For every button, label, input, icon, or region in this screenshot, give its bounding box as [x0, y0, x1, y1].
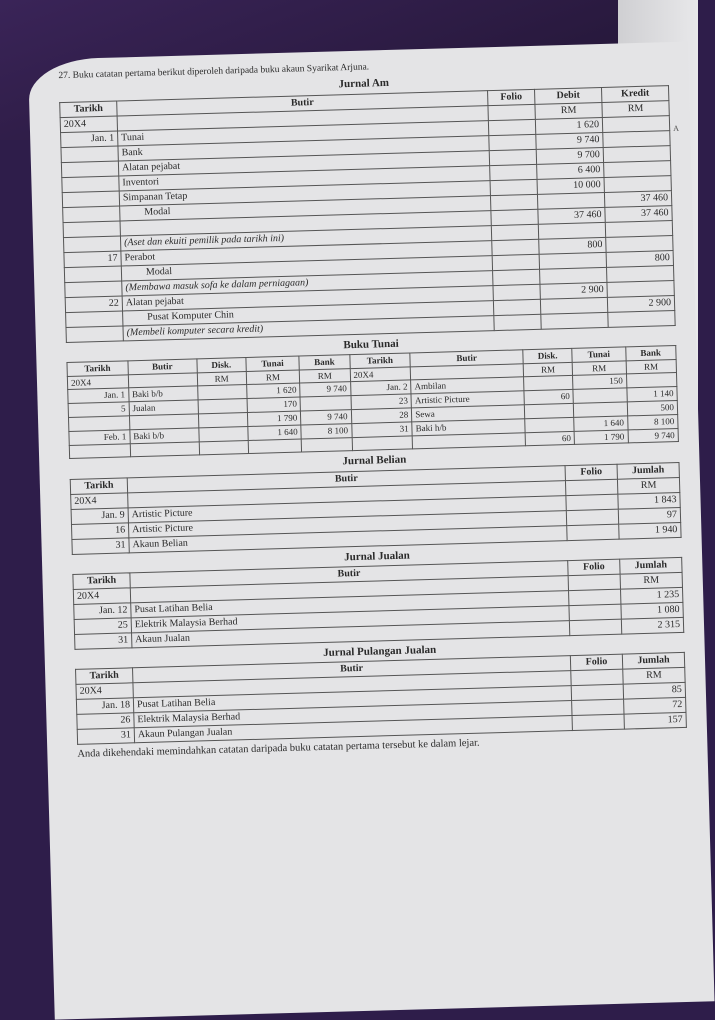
buku-tunai-table: [66, 345, 678, 460]
col-butir: Butir: [133, 655, 571, 682]
date-cell: [63, 221, 120, 238]
unit-cell: RM: [620, 572, 682, 589]
debit-cell: 9 740: [536, 132, 603, 149]
desc-cell: Elektrik Malaysia Berhad: [134, 700, 572, 727]
year-cell: 20X4: [350, 367, 411, 382]
col-folio: Folio: [568, 559, 620, 575]
year-cell: 20X4: [76, 683, 133, 700]
desc-cell: Inventori: [119, 165, 490, 190]
unit-cell: RM: [246, 370, 300, 385]
date-cell: [65, 281, 122, 298]
col-tunai: Tunai: [246, 356, 300, 371]
debit-bank-cell: [301, 437, 352, 452]
jurnal-pulangan-table: [75, 652, 687, 745]
col-jumlah: Jumlah: [622, 652, 684, 669]
date-cell: Jan. 18: [76, 698, 133, 715]
debit-desc-cell: [130, 441, 199, 457]
col-butir: Butir: [117, 90, 488, 115]
jurnal-am-title: Jurnal Am: [338, 77, 390, 91]
col-tarikh: Tarikh: [67, 361, 128, 376]
col-butir: Butir: [130, 560, 568, 587]
debit-tunai-cell: 1 620: [246, 383, 300, 398]
debit-tunai-cell: [248, 439, 302, 454]
col-tunai: Tunai: [572, 347, 626, 362]
unit-cell: RM: [602, 100, 669, 117]
debit-tunai-cell: 170: [247, 397, 301, 412]
credit-tunai-cell: 1 790: [574, 429, 628, 444]
instruction-text: Anda dikehendaki memindahkan catatan daripada buku catatan pertama tersebut ke dalam lejar.: [77, 737, 480, 760]
amount-cell: 1 843: [618, 492, 680, 509]
credit-disk-cell: [524, 376, 573, 391]
amount-cell: 157: [624, 712, 686, 729]
debit-cell: 2 900: [540, 282, 607, 299]
amount-cell: 1 940: [619, 522, 681, 539]
corner-mark: A: [673, 123, 680, 134]
date-cell: 31: [75, 633, 132, 650]
folio-cell: [567, 524, 619, 540]
debit-cell: [541, 312, 608, 329]
desc-cell: Akaun Belian: [129, 525, 567, 552]
year-cell: 20X4: [67, 374, 128, 389]
debit-desc-cell: Baki b/b: [130, 428, 199, 444]
unit-cell: RM: [197, 371, 246, 386]
credit-bank-cell: 500: [627, 400, 678, 415]
debit-disk-cell: [197, 385, 246, 400]
debit-date-cell: 5: [68, 402, 129, 417]
folio-cell: [489, 134, 536, 150]
folio-cell: [490, 164, 537, 180]
debit-date-cell: Feb. 1: [69, 430, 130, 445]
debit-date-cell: Jan. 1: [68, 388, 129, 403]
col-debit: Debit: [535, 87, 602, 104]
desc-cell: Modal: [121, 255, 492, 280]
col-disk: Disk.: [523, 348, 572, 363]
date-cell: Jan. 9: [71, 507, 128, 524]
desc-cell: Artistic Picture: [128, 495, 566, 522]
credit-disk-cell: [525, 403, 574, 418]
debit-disk-cell: [199, 426, 248, 441]
debit-tunai-cell: 1 640: [248, 425, 302, 440]
credit-cell: 800: [606, 250, 673, 267]
date-cell: 31: [72, 537, 129, 554]
folio-cell: [490, 179, 537, 195]
date-cell: [63, 206, 120, 223]
folio-cell: [488, 119, 535, 135]
credit-tunai-cell: [573, 402, 627, 417]
date-cell: 17: [64, 251, 121, 268]
credit-tunai-cell: [573, 388, 627, 403]
folio-cell: [493, 299, 540, 315]
buku-tunai-title: Buku Tunai: [343, 337, 399, 351]
credit-bank-cell: [626, 373, 677, 388]
amount-cell: 2 315: [621, 617, 683, 634]
col-jumlah: Jumlah: [620, 557, 682, 574]
credit-date-cell: 23: [351, 394, 412, 409]
jurnal-pulangan-title: Jurnal Pulangan Jualan: [322, 643, 437, 659]
unit-cell: RM: [617, 477, 679, 494]
debit-cell: 9 700: [536, 147, 603, 164]
col-butir: Butir: [410, 350, 523, 367]
amount-cell: 1 080: [621, 602, 683, 619]
date-cell: 26: [77, 713, 134, 730]
debit-disk-cell: [199, 440, 248, 455]
folio-cell: [566, 509, 618, 525]
year-cell: 20X4: [60, 116, 117, 133]
desc-cell: Pusat Latihan Belia: [133, 685, 571, 712]
credit-desc-cell: Baki h/b: [412, 419, 525, 436]
col-jumlah: Jumlah: [617, 462, 679, 479]
credit-bank-cell: 1 140: [626, 387, 677, 402]
folio-cell: [571, 684, 623, 700]
col-tarikh: Tarikh: [70, 477, 127, 494]
date-cell: [61, 146, 118, 163]
debit-cell: 6 400: [537, 162, 604, 179]
year-cell: 20X4: [73, 588, 130, 605]
col-disk: Disk.: [197, 357, 246, 372]
credit-bank-cell: 8 100: [627, 414, 678, 429]
date-cell: [61, 161, 118, 178]
jurnal-jualan-table: [72, 557, 684, 650]
col-folio: Folio: [488, 89, 535, 105]
date-cell: [62, 191, 119, 208]
amount-cell: 85: [623, 682, 685, 699]
credit-cell: 2 900: [607, 295, 674, 312]
jurnal-belian-table: [70, 461, 682, 554]
amount-cell: 72: [624, 697, 686, 714]
credit-date-cell: 28: [351, 408, 412, 423]
col-tarikh: Tarikh: [76, 668, 133, 685]
unit-cell: RM: [572, 360, 626, 375]
folio-cell: [572, 714, 624, 730]
col-bank: Bank: [299, 354, 350, 369]
question-intro: 27. Buku catatan pertama berikut diperoleh daripada buku akaun Syarikat Arjuna.: [58, 62, 370, 82]
desc-cell: Akaun Pulangan Jualan: [134, 715, 572, 742]
jurnal-belian-title: Jurnal Belian: [342, 453, 407, 468]
debit-bank-cell: 9 740: [301, 410, 352, 425]
date-cell: Jan. 1: [61, 131, 118, 148]
col-folio: Folio: [570, 654, 622, 670]
credit-disk-cell: [525, 417, 574, 432]
jurnal-jualan-title: Jurnal Jualan: [343, 549, 410, 563]
date-cell: 16: [71, 522, 128, 539]
desc-cell: Pusat Latihan Belia: [131, 590, 569, 617]
page-content: [58, 54, 687, 772]
col-tarikh: Tarikh: [349, 353, 410, 368]
date-cell: [64, 266, 121, 283]
debit-cell: 37 460: [538, 207, 605, 224]
col-kredit: Kredit: [601, 85, 668, 102]
col-tarikh: Tarikh: [60, 101, 117, 118]
debit-desc-cell: Jualan: [129, 400, 198, 416]
debit-bank-cell: [300, 396, 351, 411]
folio-cell: [566, 494, 618, 510]
desc-cell: Pusat Komputer Chin: [123, 300, 494, 325]
desc-cell: Alatan pejabat: [122, 285, 493, 310]
credit-disk-cell: 60: [524, 390, 573, 405]
debit-cell: 10 000: [537, 177, 604, 194]
col-bank: Bank: [625, 345, 676, 360]
unit-cell: RM: [626, 359, 677, 374]
date-cell: [66, 326, 123, 343]
desc-cell: Bank: [118, 135, 489, 160]
folio-cell: [491, 209, 538, 225]
unit-cell: RM: [523, 362, 572, 377]
desc-cell: Perabot: [121, 240, 492, 265]
credit-bank-cell: 9 740: [628, 428, 679, 443]
credit-desc-cell: Ambilan: [411, 377, 524, 394]
amount-cell: 97: [618, 507, 680, 524]
desc-cell: Elektrik Malaysia Berhad: [131, 605, 569, 632]
desc-cell: Akaun Jualan: [132, 620, 570, 647]
date-cell: [63, 236, 120, 253]
credit-cell: 37 460: [604, 190, 671, 207]
col-butir: Butir: [128, 359, 197, 375]
desc-cell: (Membeli komputer secara kredit): [123, 315, 494, 340]
debit-date-cell: [69, 443, 130, 458]
book-page: [28, 42, 715, 1020]
folio-cell: [569, 604, 621, 620]
desc-cell: Artistic Picture: [128, 510, 566, 537]
folio-cell: [493, 269, 540, 285]
folio-cell: [569, 589, 621, 605]
credit-cell: 37 460: [605, 205, 672, 222]
folio-cell: [494, 314, 541, 330]
col-folio: Folio: [565, 464, 617, 480]
col-butir: Butir: [127, 465, 565, 492]
credit-desc-cell: Sewa: [412, 405, 525, 422]
folio-cell: [493, 284, 540, 300]
date-cell: 25: [74, 618, 131, 635]
debit-tunai-cell: 1 790: [247, 411, 301, 426]
credit-cell: [608, 310, 675, 327]
unit-cell: RM: [623, 667, 685, 684]
date-cell: [66, 311, 123, 328]
desc-cell: Tunai: [118, 120, 489, 145]
unit-cell: RM: [535, 102, 602, 119]
debit-cell: 800: [539, 237, 606, 254]
date-cell: 22: [65, 296, 122, 313]
folio-cell: [569, 619, 621, 635]
desc-cell: (Membawa masuk sofa ke dalam perniagaan): [122, 270, 493, 295]
unit-cell: RM: [299, 368, 350, 383]
debit-disk-cell: [198, 412, 247, 427]
folio-cell: [492, 239, 539, 255]
credit-date-cell: [352, 435, 413, 450]
debit-bank-cell: 9 740: [300, 382, 351, 397]
credit-disk-cell: 60: [525, 431, 574, 446]
col-tarikh: Tarikh: [73, 573, 130, 590]
year-cell: 20X4: [71, 492, 128, 509]
credit-date-cell: 31: [351, 422, 412, 437]
credit-tunai-cell: 150: [573, 374, 627, 389]
debit-desc-cell: Baki b/b: [128, 386, 197, 402]
debit-bank-cell: 8 100: [301, 423, 352, 438]
desc-cell: Modal: [120, 195, 491, 220]
desc-cell: (Aset dan ekuiti pemilik pada tarikh ini): [120, 225, 491, 250]
debit-cell: 1 620: [535, 117, 602, 134]
credit-desc-cell: Artistic Picture: [411, 391, 524, 408]
debit-disk-cell: [198, 399, 247, 414]
desc-cell: Simpanan Tetap: [119, 180, 490, 205]
folio-cell: [491, 224, 538, 240]
date-cell: [62, 176, 119, 193]
folio-cell: [490, 194, 537, 210]
jurnal-am-table: [59, 85, 675, 343]
folio-cell: [489, 149, 536, 165]
desc-cell: Alatan pejabat: [118, 150, 489, 175]
folio-cell: [572, 699, 624, 715]
folio-cell: [492, 254, 539, 270]
date-cell: Jan. 12: [74, 603, 131, 620]
credit-desc-cell: [412, 432, 525, 449]
credit-date-cell: Jan. 2: [350, 380, 411, 395]
date-cell: 31: [77, 728, 134, 745]
amount-cell: 1 235: [620, 587, 682, 604]
credit-tunai-cell: 1 640: [574, 416, 628, 431]
